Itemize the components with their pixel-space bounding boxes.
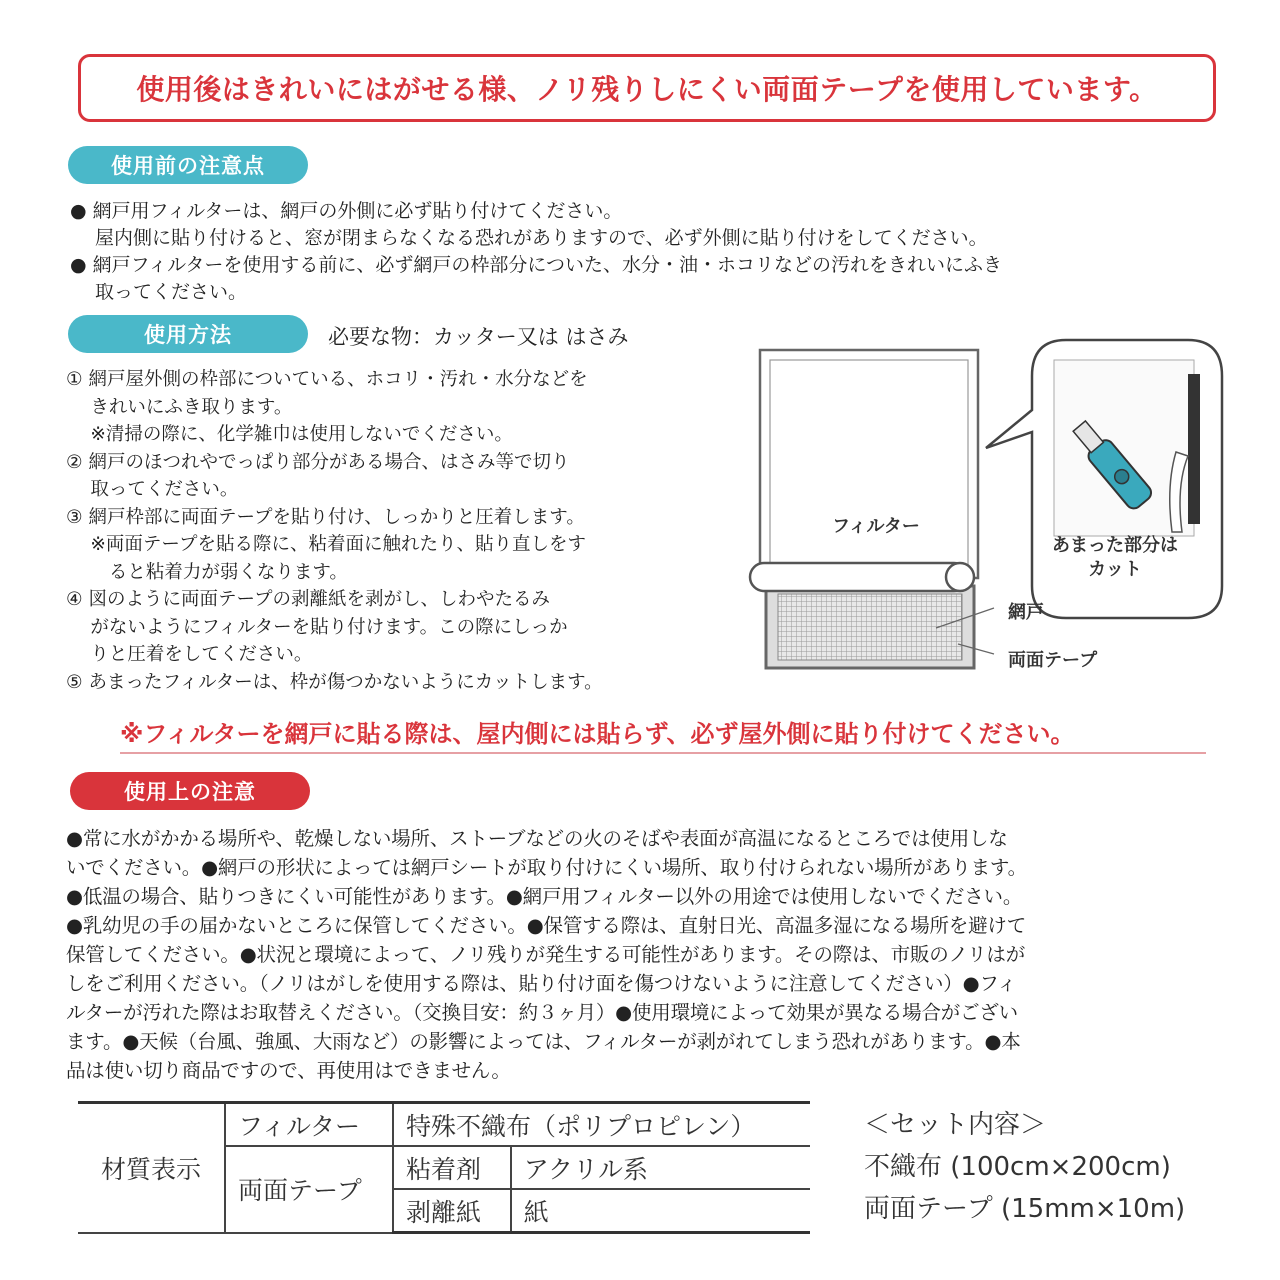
set-contents-item: 不織布 (100cm×200cm) [864, 1152, 1171, 1182]
step-line: きれいにふき取ります。 [66, 396, 293, 418]
caution-line: 品は使い切り商品ですので、再使用はできません。 [66, 1059, 511, 1082]
screen-mesh [778, 594, 962, 660]
material-header: 材質表示 [78, 1103, 225, 1233]
caution-line: 保管してください。●状況と環境によって、ノリ残りが発生する可能性があります。その際は、市販のノリはが [66, 943, 1026, 966]
material-table [78, 1101, 810, 1234]
before-use-title: 使用前の注意点 [111, 154, 265, 178]
banner-text: 使用後はきれいにはがせる様、ノリ残りしにくい両面テープを使用しています。 [136, 73, 1158, 106]
diagram-cut-label [1040, 534, 1190, 582]
diagram-screen-label: 網戸 [1008, 602, 1044, 623]
step-line: ④ 図のように両面テープの剥離紙を剥がし、しわやたるみ [66, 589, 551, 610]
caution-text [66, 824, 1226, 1085]
caution-line: ルターが汚れた際はお取替えください。（交換目安：約３ヶ月）●使用環境によって効果が異なる場合がござい [66, 1001, 1018, 1024]
step-line: ※両面テープを貼る際に、粘着面に触れたり、貼り直しをす [66, 534, 586, 555]
caution-line: ●常に水がかかる場所や、乾燥しない場所、ストーブなどの火のそばや表面が高温になるところでは使用しな [66, 827, 1008, 850]
set-contents [864, 1104, 1185, 1230]
filter-roll-end [946, 563, 974, 591]
how-to-heading [68, 315, 308, 353]
material-tape: 両面テープ [225, 1146, 393, 1233]
caution-title: 使用上の注意 [124, 780, 256, 804]
caution-line: ●乳幼児の手の届かないところに保管してください。●保管する際は、直射日光、高温多湿になる場所を避けて [66, 914, 1027, 937]
how-to-title: 使用方法 [144, 323, 232, 347]
installation-diagram [736, 336, 1226, 676]
before-use-heading [68, 146, 308, 184]
step-line: 取ってください。 [66, 479, 239, 500]
before-use-line: 屋内側に貼り付けると、窓が閉まらなくなる恐れがありますので、必ず外側に貼り付けをしてください。 [70, 227, 988, 249]
before-use-line: ● 網戸フィルターを使用する前に、必ず網戸の枠部分についた、水分・油・ホコリなどの汚れをきれいにふき [70, 254, 1002, 276]
set-contents-item: 両面テープ (15mm×10m) [864, 1194, 1186, 1224]
caution-line: ます。●天候（台風、強風、大雨など）の影響によっては、フィルターが剥がれてしまう恐れがあります。●本 [66, 1030, 1021, 1053]
outdoor-side-notice: ※フィルターを網戸に貼る際は、屋内側には貼らず、必ず屋外側に貼り付けてください。 [120, 714, 1206, 754]
material-adhesive: 粘着剤 [393, 1146, 511, 1189]
step-line: ると粘着力が弱くなります。 [66, 561, 348, 583]
set-contents-title: ＜セット内容＞ [864, 1110, 1047, 1140]
needed-items: 必要な物：カッター又は はさみ [328, 325, 629, 349]
caution-line: しをご利用ください。（ノリはがしを使用する際は、貼り付け面を傷つけないように注意してください）●フィ [66, 972, 1017, 995]
callout-frame-edge [1188, 374, 1200, 524]
filter-roll [750, 563, 968, 591]
material-filter: フィルター [225, 1103, 393, 1147]
step-line: ※清掃の際に、化学雑巾は使用しないでください。 [66, 424, 513, 445]
before-use-text [70, 198, 1002, 306]
before-use-line: ● 網戸用フィルターは、網戸の外側に必ず貼り付けてください。 [70, 200, 623, 222]
material-release-value: 紙 [511, 1189, 810, 1233]
step-line: がないようにフィルターを貼り付けます。この際にしっか [66, 616, 568, 638]
diagram-tape-label: 両面テープ [1008, 650, 1098, 671]
step-line: りと圧着をしてください。 [66, 644, 313, 665]
cut-label-line: カット [1088, 559, 1142, 580]
top-banner [78, 54, 1216, 122]
step-line: ③ 網戸枠部に両面テープを貼り付け、しっかりと圧着します。 [66, 506, 585, 528]
material-filter-value: 特殊不織布（ポリプロピレン） [393, 1103, 810, 1147]
caution-heading [70, 772, 310, 810]
material-adhesive-value: アクリル系 [511, 1146, 810, 1189]
step-line: ② 網戸のほつれやでっぱり部分がある場合、はさみ等で切り [66, 451, 570, 473]
filter-sheet [760, 350, 978, 578]
step-line: ① 網戸屋外側の枠部についている、ホコリ・汚れ・水分などを [66, 369, 588, 390]
caution-line: ●低温の場合、貼りつきにくい可能性があります。●網戸用フィルター以外の用途では使用しないでください。 [66, 885, 1023, 908]
how-to-steps [66, 366, 603, 696]
step-line: ⑤ あまったフィルターは、枠が傷つかないようにカットします。 [66, 671, 603, 693]
before-use-line: 取ってください。 [70, 281, 248, 303]
caution-line: いでください。●網戸の形状によっては網戸シートが取り付けにくい場所、取り付けられない場所があります。 [66, 856, 1027, 879]
material-release: 剥離紙 [393, 1189, 511, 1233]
diagram-filter-label: フィルター [832, 516, 920, 537]
cut-label-line: あまった部分は [1052, 535, 1178, 556]
